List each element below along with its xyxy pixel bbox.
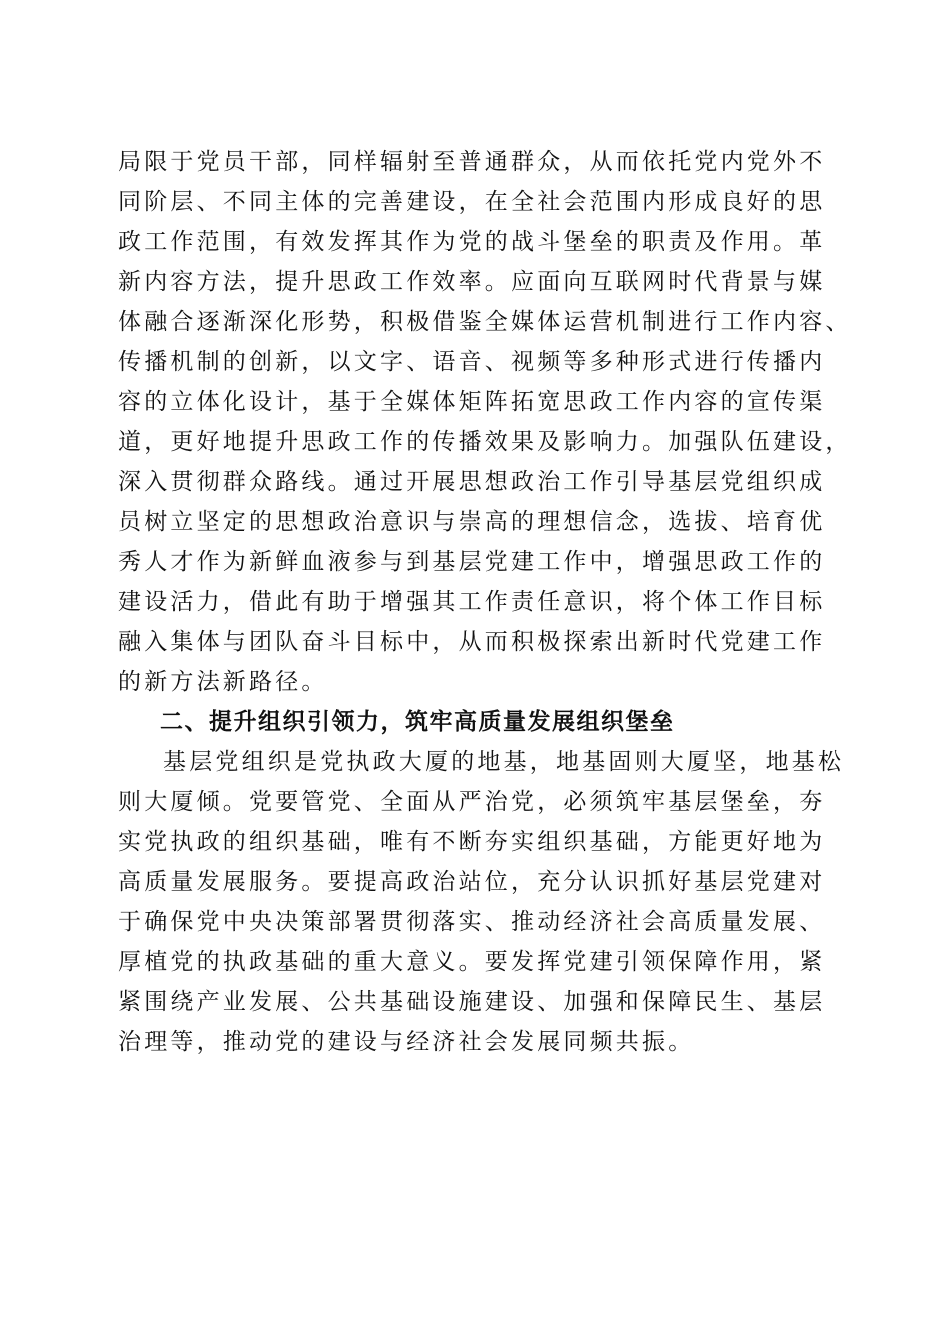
paragraph-line: 建设活力，借此有助于增强其工作责任意识，将个体工作目标 xyxy=(118,589,826,615)
paragraph-line: 传播机制的创新，以文字、语音、视频等多种形式进行传播内 xyxy=(118,349,826,375)
paragraph-line: 则大厦倾。党要管党、全面从严治党，必须筑牢基层堡垒，夯 xyxy=(118,789,826,815)
section-heading: 二、提升组织引领力，筑牢高质量发展组织堡垒 xyxy=(160,709,675,735)
paragraph-line: 同阶层、不同主体的完善建设，在全社会范围内形成良好的思 xyxy=(118,189,826,215)
paragraph-line: 新内容方法，提升思政工作效率。应面向互联网时代背景与媒 xyxy=(118,269,826,295)
paragraph-line: 基层党组织是党执政大厦的地基，地基固则大厦坚，地基松 xyxy=(163,749,845,775)
paragraph-line: 政工作范围，有效发挥其作为党的战斗堡垒的职责及作用。革 xyxy=(118,229,826,255)
paragraph-line: 道，更好地提升思政工作的传播效果及影响力。加强队伍建设， xyxy=(118,429,852,455)
paragraph-line: 深入贯彻群众路线。通过开展思想政治工作引导基层党组织成 xyxy=(118,469,826,495)
paragraph-line: 实党执政的组织基础，唯有不断夯实组织基础，方能更好地为 xyxy=(118,829,826,855)
paragraph-line: 容的立体化设计，基于全媒体矩阵拓宽思政工作内容的宣传渠 xyxy=(118,389,826,415)
paragraph-1 xyxy=(118,142,852,702)
paragraph-line: 融入集体与团队奋斗目标中，从而积极探索出新时代党建工作 xyxy=(118,629,826,655)
document-body xyxy=(118,142,852,1062)
paragraph-line: 秀人才作为新鲜血液参与到基层党建工作中，增强思政工作的 xyxy=(118,549,826,575)
paragraph-line: 局限于党员干部，同样辐射至普通群众，从而依托党内党外不 xyxy=(118,149,826,175)
paragraph-line: 体融合逐渐深化形势，积极借鉴全媒体运营机制进行工作内容、 xyxy=(118,309,852,335)
paragraph-2 xyxy=(118,742,845,1062)
paragraph-line: 于确保党中央决策部署贯彻落实、推动经济社会高质量发展、 xyxy=(118,909,826,935)
paragraph-line: 员树立坚定的思想政治意识与崇高的理想信念，选拔、培育优 xyxy=(118,509,826,535)
paragraph-line: 紧围绕产业发展、公共基础设施建设、加强和保障民生、基层 xyxy=(118,989,826,1015)
paragraph-line: 的新方法新路径。 xyxy=(118,669,328,695)
paragraph-line: 厚植党的执政基础的重大意义。要发挥党建引领保障作用，紧 xyxy=(118,949,826,975)
paragraph-line: 治理等，推动党的建设与经济社会发展同频共振。 xyxy=(118,1029,695,1055)
paragraph-line: 高质量发展服务。要提高政治站位，充分认识抓好基层党建对 xyxy=(118,869,826,895)
